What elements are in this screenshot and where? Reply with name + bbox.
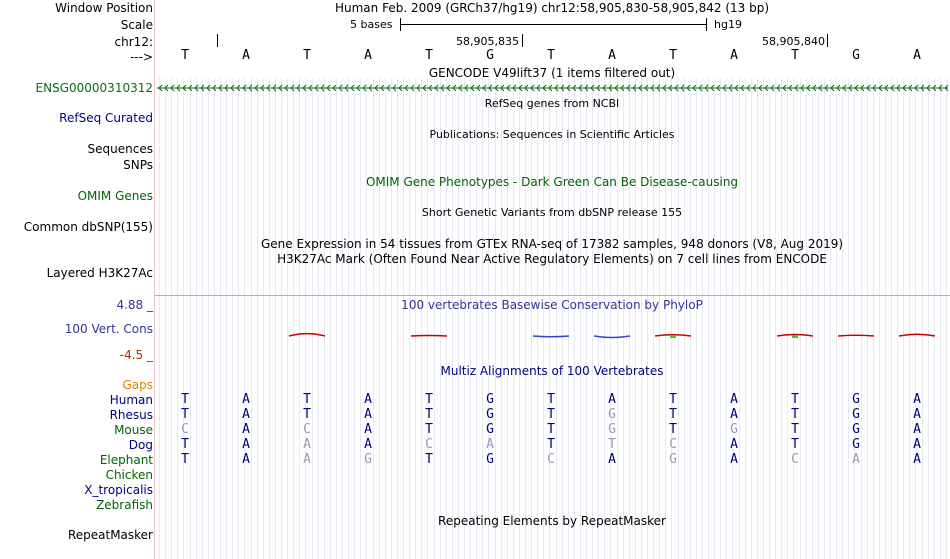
alignment-base: G (852, 392, 860, 407)
sequences-track-label[interactable]: Sequences (87, 142, 153, 156)
h3k27ac-track-label[interactable]: Layered H3K27Ac (46, 266, 153, 280)
alignment-base: A (242, 407, 250, 422)
species-label[interactable]: Mouse (114, 423, 153, 437)
species-label[interactable]: Dog (128, 438, 153, 452)
alignment-base: A (303, 437, 311, 452)
gencode-item-label[interactable]: ENSG00000310312 (35, 81, 153, 95)
species-label[interactable]: Zebrafish (96, 498, 153, 512)
gencode-gene-feature[interactable] (155, 82, 950, 94)
alignment-base: A (364, 437, 372, 452)
sequence-base: T (181, 48, 189, 63)
alignment-base: A (730, 407, 738, 422)
phylop-mark (594, 336, 630, 338)
snps-track-label[interactable]: SNPs (123, 158, 153, 172)
species-label[interactable]: Elephant (99, 453, 153, 467)
scale-label: Scale (120, 18, 153, 32)
alignment-base: T (425, 422, 433, 437)
repeatmasker-track-label[interactable]: RepeatMasker (67, 528, 153, 542)
strand-arrow: ---> (129, 50, 153, 64)
alignment-base: G (852, 422, 860, 437)
alignment-base: A (913, 437, 921, 452)
phylop-mark (533, 336, 569, 337)
publications-track-title[interactable]: Publications: Sequences in Scientific Articles (429, 128, 675, 141)
dbsnp-track-title[interactable]: Short Genetic Variants from dbSNP release 155 (421, 206, 683, 219)
phylop-track-label[interactable]: 100 Vert. Cons (64, 322, 153, 336)
window-position-label: Window Position (55, 1, 153, 15)
alignment-base: T (669, 392, 677, 407)
ruler-tick-2 (827, 34, 828, 47)
window-position-value: Human Feb. 2009 (GRCh37/hg19) chr12:58,905,830-58,905,842 (13 bp) (334, 1, 770, 15)
alignment-base: A (486, 437, 494, 452)
alignment-base: T (669, 407, 677, 422)
alignment-base: A (730, 392, 738, 407)
alignment-base: T (181, 437, 189, 452)
sequence-base: A (364, 48, 372, 63)
sequence-base: T (669, 48, 677, 63)
alignment-base: G (608, 422, 616, 437)
repeatmasker-track-title[interactable]: Repeating Elements by RepeatMasker (438, 514, 666, 528)
alignment-base: C (547, 452, 555, 467)
alignment-base: T (791, 437, 799, 452)
alignment-base: T (547, 407, 555, 422)
alignment-base: A (364, 407, 372, 422)
ruler-position-1: 58,905,835 (456, 35, 519, 48)
alignment-base: A (730, 437, 738, 452)
alignment-base: G (486, 407, 494, 422)
alignment-base: T (791, 422, 799, 437)
alignment-base: T (303, 407, 311, 422)
alignment-base: C (791, 452, 799, 467)
alignment-base: A (303, 452, 311, 467)
alignment-base: A (242, 392, 250, 407)
species-label[interactable]: Rhesus (109, 408, 153, 422)
alignment-base: T (791, 407, 799, 422)
alignment-base: T (547, 437, 555, 452)
phylop-max-label: 4.88 _ (116, 298, 153, 312)
sequence-base: G (852, 48, 860, 63)
species-label[interactable]: Human (109, 393, 153, 407)
gencode-track-title[interactable]: GENCODE V49lift37 (1 items filtered out) (428, 66, 676, 80)
alignment-base: C (669, 437, 677, 452)
alignment-base: G (852, 437, 860, 452)
phylop-highlight-mark (792, 335, 798, 338)
sequence-base: A (608, 48, 616, 63)
alignment-base: A (730, 452, 738, 467)
alignment-base: A (364, 392, 372, 407)
scale-bar-right-tick (706, 18, 707, 31)
alignment-base: T (791, 392, 799, 407)
phylop-conservation-plot[interactable] (155, 312, 950, 356)
sequence-base: A (730, 48, 738, 63)
alignment-base: T (608, 437, 616, 452)
alignment-base: G (608, 407, 616, 422)
sequence-base: A (913, 48, 921, 63)
alignment-base: A (242, 452, 250, 467)
gtex-track-title[interactable]: Gene Expression in 54 tissues from GTEx RNA-seq of 17382 samples, 948 donors (V8, Aug 2019) (260, 237, 844, 251)
alignment-base: T (303, 392, 311, 407)
species-label[interactable]: Chicken (105, 468, 153, 482)
alignment-base: A (913, 422, 921, 437)
alignment-base: A (913, 452, 921, 467)
scale-bar-left-tick (400, 18, 401, 31)
omim-track-label[interactable]: OMIM Genes (77, 189, 153, 203)
phylop-min-label: -4.5 _ (119, 348, 153, 362)
omim-track-title[interactable]: OMIM Gene Phenotypes - Dark Green Can Be Disease-causing (365, 175, 739, 189)
sequence-base: T (791, 48, 799, 63)
scale-text: 5 bases (350, 18, 393, 31)
h3k27ac-baseline (155, 295, 950, 296)
alignment-base: T (547, 392, 555, 407)
phylop-mark (899, 334, 935, 336)
ruler-tick-1 (522, 34, 523, 47)
phylop-highlight-mark (670, 335, 676, 338)
alignment-base: T (181, 452, 189, 467)
alignment-base: G (486, 392, 494, 407)
h3k27ac-track-title[interactable]: H3K27Ac Mark (Often Found Near Active Regulatory Elements) on 7 cell lines from ENCODE (277, 252, 827, 266)
alignment-base: G (486, 452, 494, 467)
alignment-base: C (425, 437, 433, 452)
sequence-base: A (242, 48, 250, 63)
alignment-base: C (303, 422, 311, 437)
phylop-track-title[interactable]: 100 vertebrates Basewise Conservation by PhyloP (401, 298, 703, 312)
alignment-base: T (181, 407, 189, 422)
alignment-base: T (181, 392, 189, 407)
alignment-base: T (425, 452, 433, 467)
alignment-base: A (242, 437, 250, 452)
alignment-base: T (425, 392, 433, 407)
alignment-base: A (242, 422, 250, 437)
ruler-tick-left (217, 34, 218, 47)
alignment-base: G (486, 422, 494, 437)
alignment-base: A (852, 452, 860, 467)
alignment-base: T (669, 422, 677, 437)
phylop-mark (838, 335, 874, 336)
ruler-position-2: 58,905,840 (762, 35, 825, 48)
alignment-base: A (608, 452, 616, 467)
alignment-base: A (608, 392, 616, 407)
phylop-mark (289, 334, 325, 336)
alignment-base: A (913, 407, 921, 422)
alignment-base: A (913, 392, 921, 407)
gaps-label[interactable]: Gaps (122, 378, 153, 392)
alignment-base: C (181, 422, 189, 437)
alignment-base: T (547, 422, 555, 437)
alignment-base: G (730, 422, 738, 437)
dbsnp-track-label[interactable]: Common dbSNP(155) (23, 220, 153, 234)
sequence-base: T (425, 48, 433, 63)
sequence-base: T (547, 48, 555, 63)
chrom-label: chr12: (114, 35, 153, 49)
refseq-track-title[interactable]: RefSeq genes from NCBI (484, 97, 620, 110)
alignment-base: G (852, 407, 860, 422)
multiz-track-title[interactable]: Multiz Alignments of 100 Vertebrates (440, 364, 664, 378)
alignment-base: G (669, 452, 677, 467)
alignment-base: T (425, 407, 433, 422)
scale-bar (400, 24, 706, 25)
refseq-track-label[interactable]: RefSeq Curated (59, 111, 153, 125)
alignment-base: G (364, 452, 372, 467)
species-label[interactable]: X_tropicalis (84, 483, 153, 497)
assembly-name: hg19 (714, 18, 742, 31)
sequence-base: T (303, 48, 311, 63)
sequence-base: G (486, 48, 494, 63)
alignment-base: A (364, 422, 372, 437)
